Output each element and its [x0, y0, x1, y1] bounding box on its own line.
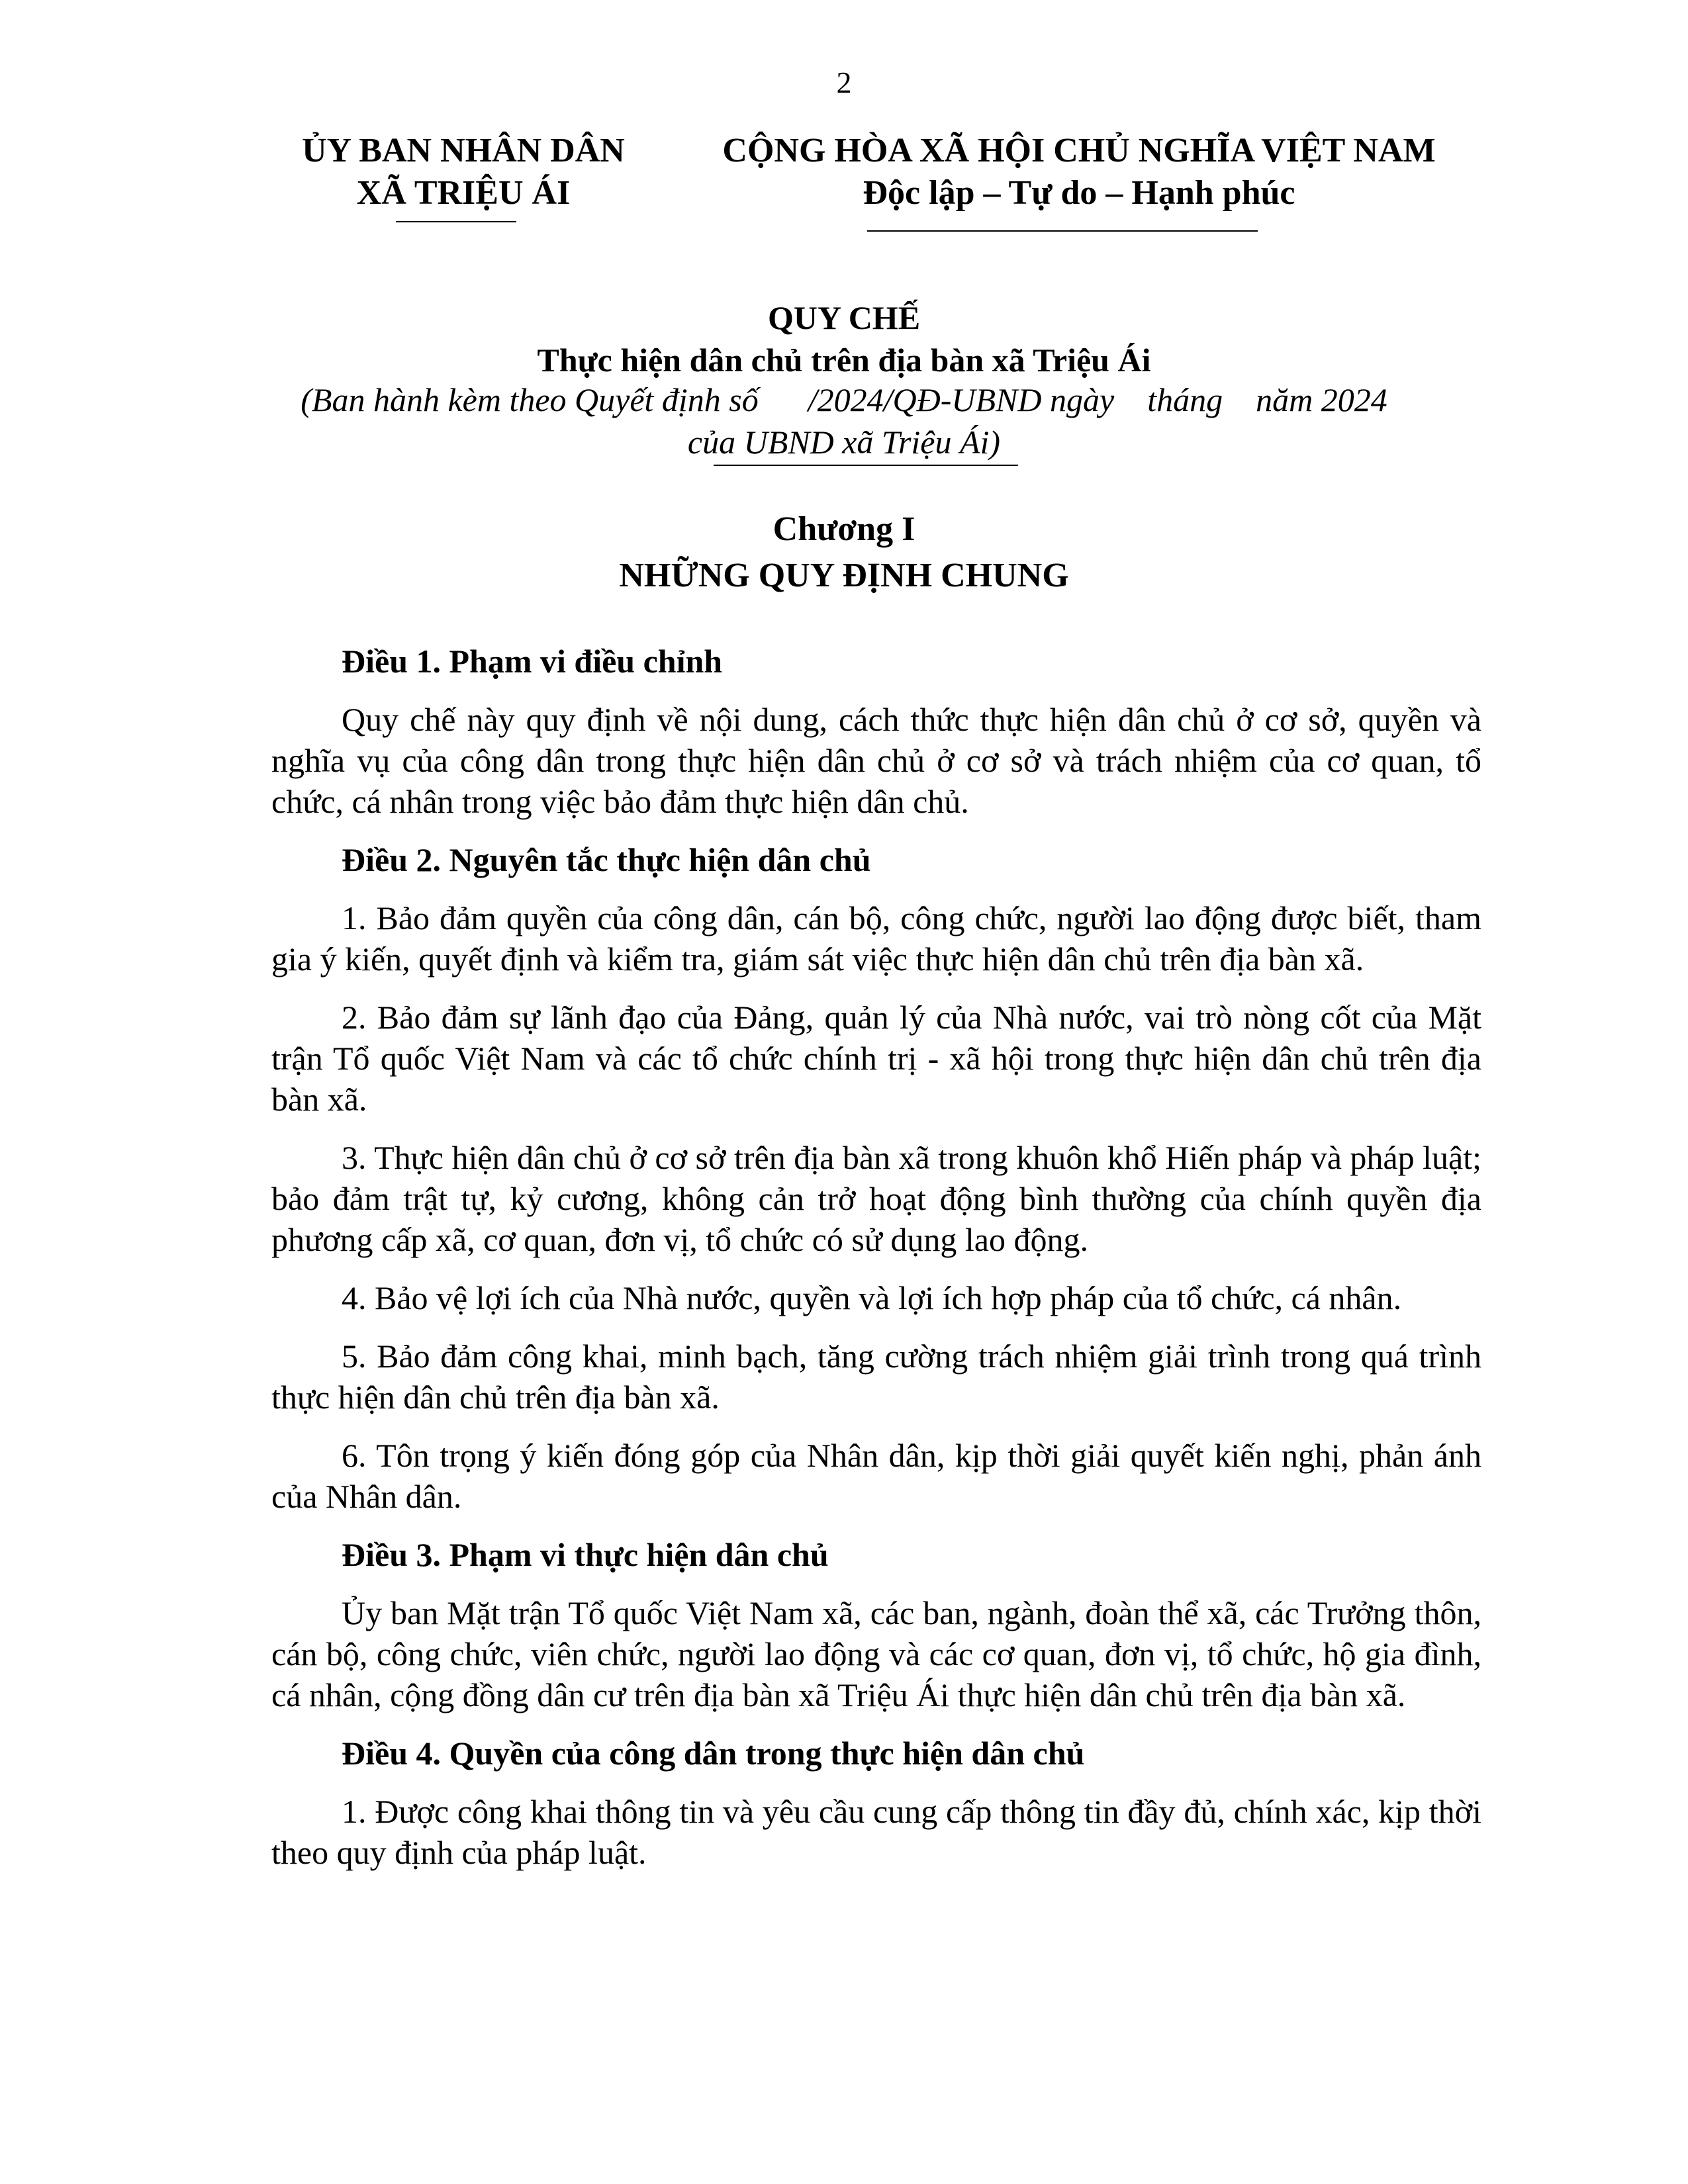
article-2-item-3: 3. Thực hiện dân chủ ở cơ sở trên địa bàn xã trong khuôn khổ Hiến pháp và pháp luật; bảo đảm trật tự, kỷ cương, không cản trở hoạt động bình thường của chính quyền địa phương cấp xã, cơ quan, đơn vị, tổ chức có sử dụng lao động. [271, 1139, 1481, 1258]
title-underline [714, 465, 1018, 466]
article-4-heading: Điều 4. Quyền của công dân trong thực hiện dân chủ [342, 1735, 1085, 1772]
article-3-heading: Điều 3. Phạm vi thực hiện dân chủ [342, 1536, 829, 1573]
article-2-heading: Điều 2. Nguyên tắc thực hiện dân chủ [342, 841, 871, 878]
article-2-item-6: 6. Tôn trọng ý kiến đóng góp của Nhân dân, kịp thời giải quyết kiến nghị, phản ánh của Nhân dân. [271, 1437, 1481, 1515]
article-3-paragraph: Ủy ban Mặt trận Tổ quốc Việt Nam xã, các ban, ngành, đoàn thể xã, các Trưởng thôn, cán bộ, công chức, viên chức, người lao động và các cơ quan, đơn vị, tổ chức, hộ gia đình, cá nhân, cộng đồng dân cư trên địa bàn xã Triệu Ái thực hiện dân chủ trên địa bàn xã. [271, 1594, 1481, 1713]
document-title: QUY CHẾ [767, 299, 921, 336]
authority-line-2: XÃ TRIỆU ÁI [356, 174, 571, 212]
national-motto [702, 130, 1456, 214]
article-2-item-5: 5. Bảo đảm công khai, minh bạch, tăng cường trách nhiệm giải trình trong quá trình thực hiện dân chủ trên địa bàn xã. [271, 1338, 1481, 1416]
motto: Độc lập – Tự do – Hạnh phúc [863, 174, 1295, 212]
article-2-item-2: 2. Bảo đảm sự lãnh đạo của Đảng, quản lý của Nhà nước, vai trò nòng cốt của Mặt trận Tổ quốc Việt Nam và các tổ chức chính trị - xã hội trong thực hiện dân chủ trên địa bàn xã. [271, 999, 1481, 1118]
article-4-item-1: 1. Được công khai thông tin và yêu cầu cung cấp thông tin đầy đủ, chính xác, kịp thời theo quy định của pháp luật. [271, 1793, 1481, 1871]
authority-line-1: ỦY BAN NHÂN DÂN [302, 132, 625, 169]
issuance-note-line-2: của UBND xã Triệu Ái) [687, 424, 1001, 461]
chapter-number: Chương I [773, 510, 915, 548]
document-subtitle: Thực hiện dân chủ trên địa bàn xã Triệu Ái [537, 341, 1151, 379]
motto-underline [867, 230, 1258, 232]
country-name: CỘNG HÒA XÃ HỘI CHỦ NGHĨA VIỆT NAM [722, 132, 1436, 169]
issuing-authority [291, 130, 635, 214]
article-1-paragraph: Quy chế này quy định về nội dung, cách thức thực hiện dân chủ ở cơ sở, quyền và nghĩa vụ của công dân trong thực hiện dân chủ ở cơ sở và trách nhiệm của cơ quan, tổ chức, cá nhân trong việc bảo đảm thực hiện dân chủ. [271, 701, 1481, 820]
article-2-item-1: 1. Bảo đảm quyền của công dân, cán bộ, công chức, người lao động được biết, tham gia ý kiến, quyết định và kiểm tra, giám sát việc thực hiện dân chủ trên địa bàn xã. [271, 899, 1481, 978]
issuance-note-line-1: (Ban hành kèm theo Quyết định số /2024/QĐ-UBND ngày tháng năm 2024 [301, 381, 1387, 418]
page-number: 2 [836, 66, 852, 99]
document-body [271, 641, 1481, 1890]
article-1-heading: Điều 1. Phạm vi điều chỉnh [342, 643, 723, 680]
chapter-name: NHỮNG QUY ĐỊNH CHUNG [619, 557, 1069, 594]
authority-underline [396, 221, 516, 222]
article-2-item-4: 4. Bảo vệ lợi ích của Nhà nước, quyền và lợi ích hợp pháp của tổ chức, cá nhân. [342, 1279, 1402, 1316]
